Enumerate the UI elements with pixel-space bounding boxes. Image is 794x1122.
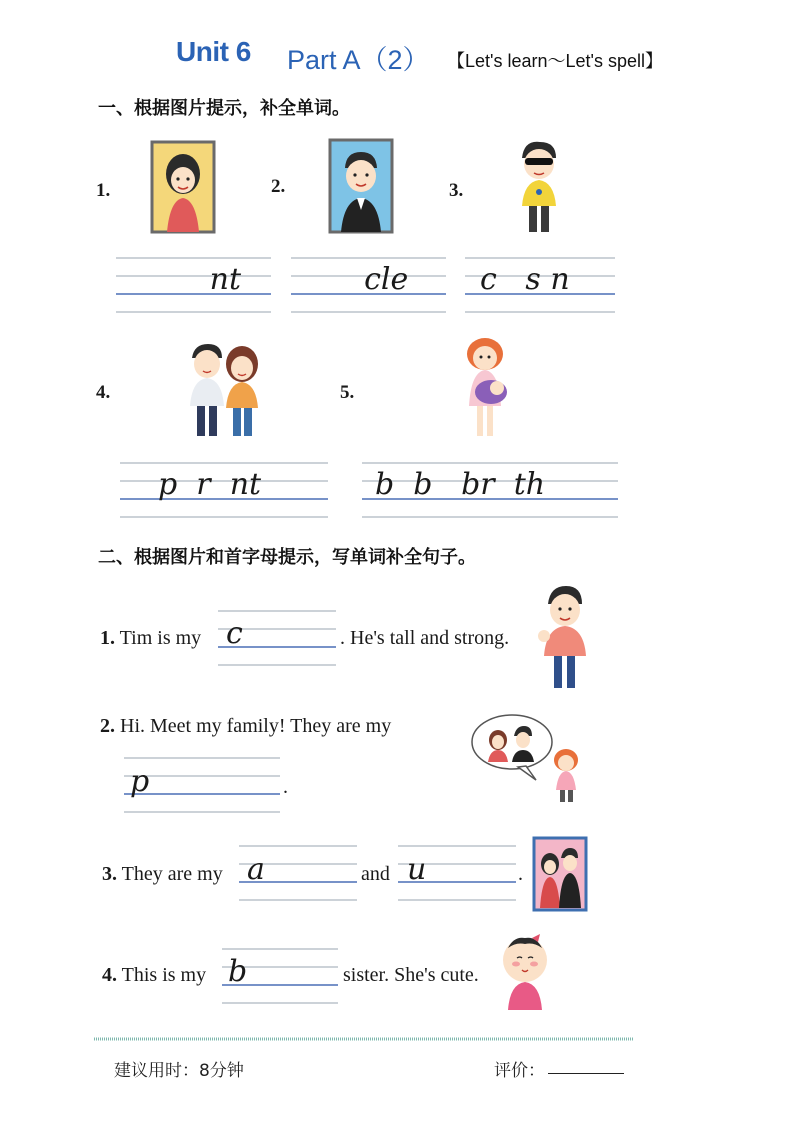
rating-blank[interactable] — [548, 1073, 624, 1074]
aunt-uncle-photo-picture — [532, 836, 588, 912]
s2-item2-hint: p — [130, 764, 150, 799]
cousin-picture — [508, 136, 568, 236]
suggested-time: 建议用时：8分钟 — [114, 1061, 244, 1081]
aunt-picture — [150, 140, 216, 234]
s1-item1-fragment: nt — [162, 262, 242, 297]
footer-rule — [94, 1030, 634, 1048]
s1-item1-number: 1. — [96, 180, 111, 201]
s2-item1-number: 1. — [100, 627, 115, 649]
s2-item1-hint: c — [226, 616, 243, 651]
s1-item2-fragment: cle — [345, 262, 409, 297]
s2-item3-middle: and — [361, 863, 390, 885]
parents-picture — [186, 340, 266, 438]
s2-item4-before: This is my — [121, 964, 207, 986]
s2-item3-after: . — [518, 863, 523, 885]
s1-item3-number: 3. — [449, 180, 464, 201]
rating-label: 评价： — [494, 1061, 545, 1081]
s1-item2-number: 2. — [271, 176, 286, 197]
s2-item4-after: sister. She's cute. — [343, 964, 479, 986]
s2-item3-sentence-start — [102, 863, 223, 886]
s2-item4-number: 4. — [102, 964, 117, 986]
s2-item2-sentence-start — [100, 715, 391, 738]
s2-item2-number: 2. — [100, 715, 115, 737]
baby-brother-picture — [455, 336, 517, 440]
s1-item4-fragment: p r nt — [158, 467, 262, 502]
s2-item4-sentence-start — [102, 964, 206, 987]
s2-item3-hint: a — [247, 852, 265, 887]
s2-item1-before: Tim is my — [119, 627, 202, 649]
s2-item2-after: . — [283, 776, 288, 798]
s2-item3-number: 3. — [102, 863, 117, 885]
section2-title: 二、根据图片和首字母提示，写单词补全句子。 — [98, 547, 476, 568]
uncle-picture — [328, 138, 394, 234]
section1-title: 一、根据图片提示，补全单词。 — [98, 98, 350, 119]
unit-title: Unit 6 — [176, 36, 251, 67]
s2-item1-after: . He's tall and strong. — [340, 627, 510, 649]
part-title: Part A（2） — [287, 45, 430, 75]
family-photo-picture — [470, 712, 590, 804]
s1-item5-fragment: b b br th — [375, 467, 546, 502]
s2-item4-hint: b — [228, 954, 248, 989]
cousin-tim-picture — [536, 582, 592, 692]
s2-item3-before: They are my — [121, 863, 223, 885]
s1-item5-number: 5. — [340, 382, 355, 403]
s2-item1-sentence-start — [100, 627, 201, 650]
baby-sister-picture — [494, 930, 556, 1014]
lesson-subtitle: 【Let's learn～Let's spell】 — [447, 51, 663, 71]
s1-item4-number: 4. — [96, 382, 111, 403]
s2-item2-before: Hi. Meet my family! They are my — [120, 715, 392, 737]
s2-item3-hint2: u — [407, 852, 427, 887]
s1-item3-fragment: c s n — [480, 262, 570, 297]
